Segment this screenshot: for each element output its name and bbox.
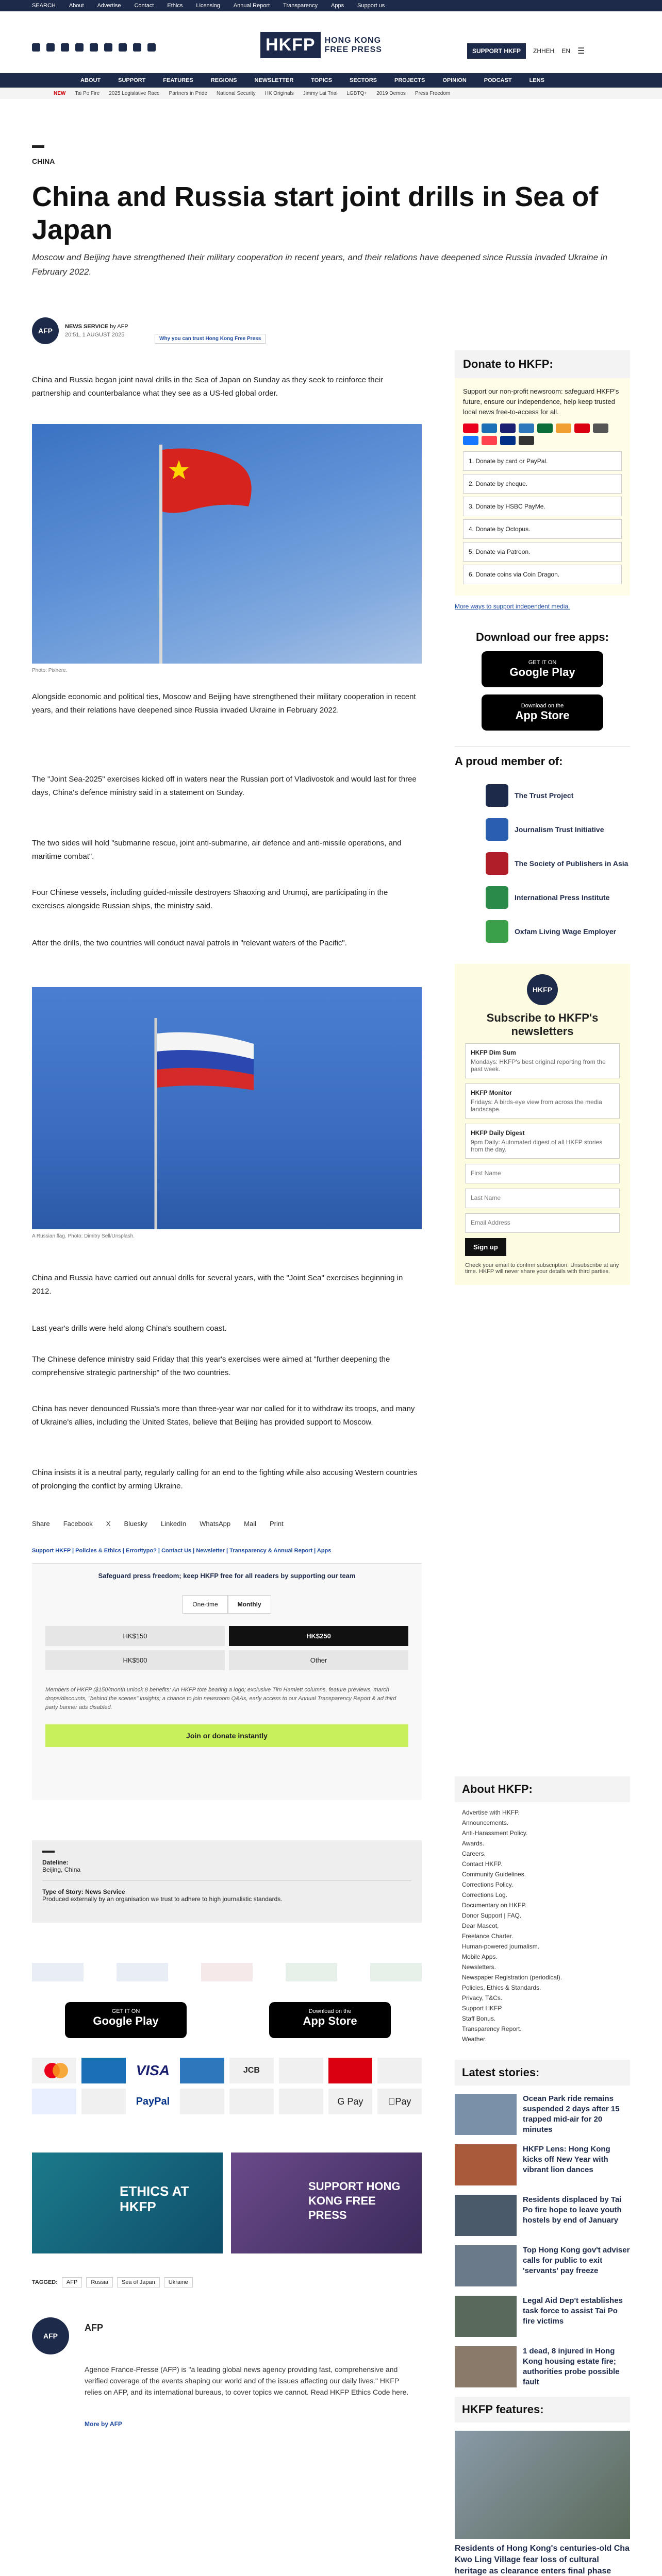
about-link[interactable]: Newspaper Registration (periodical).	[462, 1974, 562, 1981]
about-link[interactable]: Documentary on HKFP.	[462, 1902, 527, 1909]
dateline-value: Beijing, China	[42, 1866, 81, 1873]
trust-project-logo[interactable]	[32, 1963, 84, 1981]
member-oxfam[interactable]: Oxfam Living Wage Employer	[486, 914, 630, 948]
member-logos-strip	[32, 1963, 422, 1981]
more-ways-link[interactable]: More ways to support independent media.	[455, 603, 570, 610]
instagram-icon[interactable]	[61, 43, 69, 52]
freq-one-time[interactable]: One-time	[183, 1595, 227, 1614]
topbar-annual-report[interactable]: Annual Report	[233, 3, 270, 9]
about-link[interactable]: Dear Mascot,	[462, 1922, 499, 1929]
logo-line-2: FREE PRESS	[324, 45, 382, 54]
donate-box	[455, 378, 630, 596]
footer-links[interactable]: Support HKFP | Policies & Ethics | Error/typo? | Contact Us | Newsletter | Transparency & Annual Report | Apps	[32, 1548, 332, 1554]
lang-zh-link[interactable]: ZHHEH	[533, 47, 555, 55]
article-photo-2	[32, 987, 422, 1229]
about-link[interactable]: Freelance Charter.	[462, 1933, 514, 1940]
author-name[interactable]: NEWS SERVICE	[65, 324, 109, 330]
newsletter-logo: HKFP	[527, 974, 558, 1005]
trust-link[interactable]: Why you can trust Hong Kong Free Press	[155, 334, 266, 344]
gpay-mini-icon	[519, 436, 534, 445]
about-link[interactable]: Announcements.	[462, 1819, 509, 1826]
menu-icon[interactable]: ☰	[577, 47, 585, 56]
member-jti[interactable]: Journalism Trust Initiative	[486, 812, 630, 846]
article-lead: Moscow and Beijing have strengthened their military cooperation in recent years, and their relations have deepened since Russia invaded Ukraine in February 2022.	[32, 252, 608, 277]
author-box-name[interactable]: AFP	[85, 2323, 103, 2333]
member-list	[455, 778, 630, 948]
newsletter-option-daily-digest[interactable]: HKFP Daily Digest 9pm Daily: Automated digest of all HKFP stories from the day.	[465, 1124, 620, 1159]
sidebar	[455, 350, 630, 1285]
download-on-label: Download on the	[308, 2008, 352, 2014]
paragraph-3: The "Joint Sea-2025" exercises kicked off in waters near the Russian port of Vladivostok and would last for three days, China's defence ministry said in a statement on Sunday.	[32, 775, 417, 797]
alipay-icon	[32, 2089, 76, 2114]
support-promo-banner[interactable]: SUPPORT HONG KONG FREE PRESS	[231, 2153, 422, 2253]
join-donate-button[interactable]: Join or donate instantly	[45, 1724, 408, 1747]
top-utility-bar	[0, 0, 662, 11]
linkedin-icon[interactable]	[90, 43, 98, 52]
get-it-on-label: GET IT ON	[111, 2008, 140, 2014]
about-link[interactable]: Corrections Policy.	[462, 1881, 514, 1888]
sidebar-google-play-label: Google Play	[509, 666, 575, 679]
trending-2019-demos[interactable]: 2019 Demos	[376, 90, 406, 96]
patreon-icon	[81, 2089, 126, 2114]
paypal-icon: PayPal	[136, 2096, 170, 2107]
paragraph-11: China insists it is a neutral party, regularly calling for an end to the fighting while also accusing Western countries of prolonging the conflict by arming Ukraine.	[32, 1468, 418, 1490]
mastercard-icon	[32, 2058, 76, 2083]
bluesky-icon[interactable]	[133, 43, 141, 52]
story-type-label: Type of Story: News Service	[42, 1888, 125, 1895]
share-whatsapp[interactable]: WhatsApp	[200, 1520, 231, 1528]
topbar-advertise[interactable]: Advertise	[97, 3, 121, 9]
member-trust-project[interactable]: The Trust Project	[486, 778, 630, 812]
member-ipi[interactable]: International Press Institute	[486, 880, 630, 914]
amount-250[interactable]: HK$250	[229, 1626, 408, 1646]
nav-opinion[interactable]: OPINION	[442, 77, 467, 83]
mc-mini-icon	[463, 423, 478, 433]
dateline-box	[32, 1840, 422, 1923]
main-nav	[0, 73, 662, 88]
trending-lgbtq[interactable]: LGBTQ+	[346, 90, 368, 96]
share-mail[interactable]: Mail	[244, 1520, 256, 1528]
author-box	[32, 2317, 422, 2436]
support-hkfp-button[interactable]: SUPPORT HKFP	[467, 43, 526, 59]
donate-option-3[interactable]: 3. Donate by HSBC PayMe.	[463, 497, 622, 516]
amount-other[interactable]: Other	[229, 1650, 408, 1670]
signup-button[interactable]: Sign up	[465, 1238, 506, 1256]
share-label: Share	[32, 1520, 50, 1528]
ipi-logo[interactable]	[286, 1963, 337, 1981]
latest-story[interactable]: Ocean Park ride remains suspended 2 days after 15 trapped mid-air for 20 minutes	[455, 2094, 630, 2135]
first-name-field[interactable]: First Name	[465, 1164, 620, 1183]
google-play-button[interactable]	[65, 2002, 187, 2038]
about-link[interactable]: Corrections Log.	[462, 1891, 508, 1899]
app-store-button[interactable]	[269, 2002, 391, 2038]
social-icons	[32, 43, 156, 52]
about-link[interactable]: Human-powered journalism.	[462, 1943, 540, 1950]
latest-story[interactable]: Legal Aid Dep't establishes task force to assist Tai Po fire victims	[455, 2296, 630, 2337]
photo-2-caption: A Russian flag. Photo: Dimitry Sell/Unsplash.	[32, 1233, 135, 1239]
russia-flag-illustration	[32, 987, 422, 1229]
photo-1-caption: Photo: Pixhere.	[32, 668, 68, 673]
newsletter-signup	[455, 964, 630, 1285]
member-heading: A proud member of:	[455, 746, 630, 768]
patreon-mini-icon	[482, 436, 497, 445]
latest-story[interactable]: HKFP Lens: Hong Kong kicks off New Year with vibrant lion dances	[455, 2144, 630, 2185]
paragraph-10: China has never denounced Russia's more than three-year war nor called for it to withdraw its troops, and many of Ukraine's allies, including the United States, believe that Beijing has provided support to Moscow.	[32, 1404, 415, 1427]
donate-option-2[interactable]: 2. Donate by cheque.	[463, 474, 622, 494]
alipay-mini-icon	[463, 436, 478, 445]
author-box-bio: Agence France-Presse (AFP) is "a leading global news agency providing fast, comprehensive and verified coverage of the events shaping our world and of the issues affecting our daily lives." HKFP relies on AFP, and its international bureaus, to cover topics we cannot. Read HKFP Ethics Code here.	[85, 2365, 409, 2396]
newsletter-option-monitor[interactable]: HKFP Monitor Fridays: A birds-eye view from across the media landscape.	[465, 1083, 620, 1118]
trending-partners-pride[interactable]: Partners in Pride	[169, 90, 208, 96]
payment-methods	[32, 2058, 422, 2114]
new-badge: NEW	[54, 90, 66, 96]
dateline-label: Dateline:	[42, 1859, 69, 1866]
about-link[interactable]: Awards.	[462, 1840, 485, 1847]
visa-icon: VISA	[136, 2062, 170, 2078]
sidebar-payment-icons	[463, 423, 622, 445]
about-link[interactable]: Staff Bonus.	[462, 2015, 496, 2022]
trending-nav	[0, 88, 662, 99]
tag-ukraine[interactable]: Ukraine	[164, 2277, 193, 2287]
apps-heading: Download our free apps:	[476, 631, 609, 643]
nav-topics[interactable]: TOPICS	[311, 77, 333, 83]
latest-story[interactable]: 1 dead, 8 injured in Hong Kong housing estate fire; authorities probe possible fault	[455, 2346, 630, 2387]
nav-about[interactable]: ABOUT	[80, 77, 101, 83]
sidebar-app-store-label: App Store	[515, 709, 570, 722]
latest-story[interactable]: Top Hong Kong gov't adviser calls for public to exit 'servants' pay freeze	[455, 2245, 630, 2286]
share-linkedin[interactable]: LinkedIn	[161, 1520, 187, 1528]
trending-national-security[interactable]: National Security	[217, 90, 256, 96]
sidebar-app-store-button[interactable]	[482, 694, 603, 731]
newsletter-note: Check your email to confirm subscription. Unsubscribe at any time. HKFP will never share your details with third parties.	[465, 1262, 619, 1275]
about-list	[455, 1802, 630, 2049]
feature-story[interactable]: Residents of Hong Kong's centuries-old Cha Kwo Ling Village fear loss of cultural heritage as clearance enters final phase	[455, 2431, 630, 2576]
facebook-icon[interactable]	[32, 43, 40, 52]
amex-icon	[180, 2058, 224, 2083]
paragraph-9: The Chinese defence ministry said Friday that this year's exercises were aimed at "further deepening the comprehensive strategic partnership" of the two countries.	[32, 1355, 390, 1377]
story-type-desc: Produced externally by an organisation we trust to adhere to high journalistic standards.	[42, 1895, 283, 1903]
jti-logo[interactable]	[117, 1963, 168, 1981]
site-logo[interactable]	[260, 32, 382, 58]
logo-line-1: HONG KONG	[324, 36, 382, 45]
topbar-ethics[interactable]: Ethics	[167, 3, 183, 9]
trending-tai-po-fire[interactable]: Tai Po Fire	[75, 90, 100, 96]
member-benefits: Members of HKFP ($150/month unlock 8 benefits: An HKFP tote bearing a logo; exclusive Tim Hamlett columns, feature previews, march drops/discounts, "behind the scenes" insights; a chance to join newsroom Q&As, early access to our Annual Transparency Report & ad third party banner ads disabled.	[45, 1687, 396, 1710]
about-link[interactable]: Community Guidelines.	[462, 1871, 526, 1878]
topbar-contact[interactable]: Contact	[134, 3, 154, 9]
ethics-promo-banner[interactable]: ETHICS AT HKFP	[32, 2153, 223, 2253]
youtube-icon[interactable]	[104, 43, 112, 52]
nav-podcast[interactable]: PODCAST	[484, 77, 512, 83]
payme-icon	[328, 2058, 373, 2083]
jcb-icon: JCB	[229, 2058, 274, 2083]
topbar-about[interactable]: About	[69, 3, 84, 9]
article-photo-1	[32, 424, 422, 664]
topbar-licensing[interactable]: Licensing	[196, 3, 220, 9]
tag-sea-of-japan[interactable]: Sea of Japan	[117, 2277, 160, 2287]
paragraph-7: China and Russia have carried out annual drills for several years, with the "Joint Sea" exercises beginning in 2012.	[32, 1274, 403, 1296]
lang-en-link[interactable]: EN	[561, 47, 571, 55]
paypal-mini-icon	[500, 436, 516, 445]
logo-mark: HKFP	[260, 32, 321, 58]
paragraph-5: Four Chinese vessels, including guided-missile destroyers Shaoxing and Urumqi, are participating in the exercises alongside Russian ships, the ministry said.	[32, 888, 388, 910]
category-rule	[32, 145, 44, 148]
author-avatar[interactable]: AFP	[32, 317, 59, 344]
newsletter-option-dim-sum[interactable]: HKFP Dim Sum Mondays: HKFP's best original reporting from the past week.	[465, 1043, 620, 1078]
share-bluesky[interactable]: Bluesky	[124, 1520, 147, 1528]
china-flag-illustration	[32, 424, 422, 664]
last-name-field[interactable]: Last Name	[465, 1189, 620, 1208]
about-link[interactable]: Transparency Report.	[462, 2025, 522, 2032]
paragraph-2: Alongside economic and political ties, Moscow and Beijing have strengthened their military cooperation in recent years, and their relations have deepened since Russia invaded Ukraine in February 2022.	[32, 692, 416, 715]
topbar-transparency[interactable]: Transparency	[283, 3, 318, 9]
trending-jimmy-lai[interactable]: Jimmy Lai Trial	[303, 90, 338, 96]
nav-lens[interactable]: LENS	[529, 77, 544, 83]
trending-legco-race[interactable]: 2025 Legislative Race	[109, 90, 160, 96]
trending-hk-originals[interactable]: HK Originals	[264, 90, 294, 96]
tags-row	[32, 2277, 193, 2287]
wechat-pay-icon	[279, 2089, 323, 2114]
article-category[interactable]: CHINA	[32, 157, 55, 165]
search-link[interactable]: SEARCH	[32, 3, 56, 9]
donate-option-6[interactable]: 6. Donate coins via Coin Dragon.	[463, 565, 622, 584]
member-sopa[interactable]: The Society of Publishers in Asia	[486, 846, 630, 880]
visa-mini-icon	[500, 423, 516, 433]
sidebar-lower	[455, 1776, 630, 2576]
fps-mini-icon	[593, 423, 608, 433]
paragraph-4: The two sides will hold "submarine rescue, joint anti-submarine, air defence and anti-missile operations, and maritime combat".	[32, 839, 402, 861]
octopus-mini-icon	[556, 423, 571, 433]
donate-option-4[interactable]: 4. Donate by Octopus.	[463, 519, 622, 539]
sidebar-google-play-button[interactable]	[482, 651, 603, 687]
about-link[interactable]: Policies, Ethics & Standards.	[462, 1984, 541, 1991]
unionpay-mini-icon	[482, 423, 497, 433]
amount-500[interactable]: HK$500	[45, 1650, 225, 1670]
tagged-label: TAGGED:	[32, 2279, 58, 2285]
share-facebook[interactable]: Facebook	[63, 1520, 93, 1528]
about-link[interactable]: Donor Support | FAQ.	[462, 1912, 522, 1919]
nav-regions[interactable]: REGIONS	[210, 77, 237, 83]
jcb-mini-icon	[537, 423, 553, 433]
sidebar-get-it-on: GET IT ON	[528, 659, 557, 666]
paragraph-6: After the drills, the two countries will conduct naval patrols in "relevant waters of the Pacific".	[32, 939, 347, 947]
about-link[interactable]: Careers.	[462, 1850, 486, 1857]
unionpay-icon	[81, 2058, 126, 2083]
about-link[interactable]: Privacy, T&Cs.	[462, 1994, 503, 2002]
paragraph-1: China and Russia began joint naval drills in the Sea of Japan on Sunday as they seek to reinforce their partnership and counterbalance what they see as a US-led global order.	[32, 376, 384, 398]
nav-support[interactable]: SUPPORT	[118, 77, 146, 83]
about-link[interactable]: Support HKFP.	[462, 2005, 503, 2012]
fps-icon	[377, 2058, 422, 2083]
donate-option-5[interactable]: 5. Donate via Patreon.	[463, 542, 622, 562]
topbar-apps[interactable]: Apps	[331, 3, 344, 9]
newsletter-heading: Subscribe to HKFP's newsletters	[486, 1011, 599, 1038]
sidebar-download-on: Download on the	[521, 703, 564, 709]
author-box-avatar[interactable]: AFP	[32, 2317, 69, 2354]
about-link[interactable]: Anti-Harassment Policy.	[462, 1829, 528, 1837]
payme-mini-icon	[574, 423, 590, 433]
share-bar	[32, 1520, 284, 1528]
about-link[interactable]: Mobile Apps.	[462, 1953, 498, 1960]
nav-features[interactable]: FEATURES	[163, 77, 193, 83]
donate-option-1[interactable]: 1. Donate by card or PayPal.	[463, 451, 622, 471]
byline	[32, 317, 128, 344]
features-heading: HKFP features:	[455, 2397, 630, 2422]
donation-widget	[32, 1563, 422, 1800]
amount-150[interactable]: HK$150	[45, 1626, 225, 1646]
article-date: 20:51, 1 AUGUST 2025	[65, 332, 125, 338]
google-play-label: Google Play	[93, 2014, 159, 2027]
donate-intro: Support our non-profit newsroom: safeguard HKFP's future, ensure our independence, help keep trusted local news free-to-access for all.	[463, 387, 619, 416]
topbar-support[interactable]: Support us	[357, 3, 385, 9]
author-by: by AFP	[110, 324, 128, 330]
about-link[interactable]: Contact HKFP.	[462, 1860, 503, 1868]
email-field[interactable]: Email Address	[465, 1213, 620, 1233]
trending-press-freedom[interactable]: Press Freedom	[415, 90, 451, 96]
rss-icon[interactable]	[147, 43, 156, 52]
article-title: China and Russia start joint drills in Sea of Japan	[32, 181, 599, 245]
octopus-icon	[279, 2058, 323, 2083]
share-print[interactable]: Print	[269, 1520, 284, 1528]
about-link[interactable]: Weather.	[462, 2036, 487, 2043]
share-x[interactable]: X	[106, 1520, 111, 1528]
donate-heading: Donate to HKFP:	[463, 358, 553, 370]
paragraph-8: Last year's drills were held along China's southern coast.	[32, 1324, 227, 1333]
sopa-logo[interactable]	[201, 1963, 253, 1981]
latest-story[interactable]: Residents displaced by Tai Po fire hope to leave youth hostels by end of January	[455, 2195, 630, 2236]
email-icon[interactable]	[119, 43, 127, 52]
safeguard-text: Safeguard press freedom; keep HKFP free for all readers by supporting our team	[98, 1572, 356, 1580]
site-header	[0, 11, 662, 73]
google-pay-icon: G Pay	[328, 2089, 373, 2114]
more-by-author-link[interactable]: More by AFP	[85, 2420, 122, 2428]
freq-monthly[interactable]: Monthly	[228, 1595, 271, 1614]
app-store-label: App Store	[303, 2014, 357, 2027]
about-link[interactable]: Advertise with HKFP.	[462, 1809, 520, 1816]
about-link[interactable]: Newsletters.	[462, 1963, 496, 1971]
coin-dragon-icon	[229, 2089, 274, 2114]
nav-sectors[interactable]: SECTORS	[350, 77, 377, 83]
threads-icon[interactable]	[75, 43, 84, 52]
tag-afp[interactable]: AFP	[62, 2277, 82, 2287]
payme-alt-icon	[180, 2089, 224, 2114]
latest-heading: Latest stories:	[455, 2060, 630, 2086]
about-heading: About HKFP:	[455, 1776, 630, 1802]
nav-projects[interactable]: PROJECTS	[394, 77, 425, 83]
nav-newsletter[interactable]: NEWSLETTER	[254, 77, 294, 83]
amex-mini-icon	[519, 423, 534, 433]
x-icon[interactable]	[46, 43, 55, 52]
apple-pay-icon: Pay	[377, 2089, 422, 2114]
tag-russia[interactable]: Russia	[86, 2277, 113, 2287]
oxfam-logo[interactable]	[370, 1963, 422, 1981]
